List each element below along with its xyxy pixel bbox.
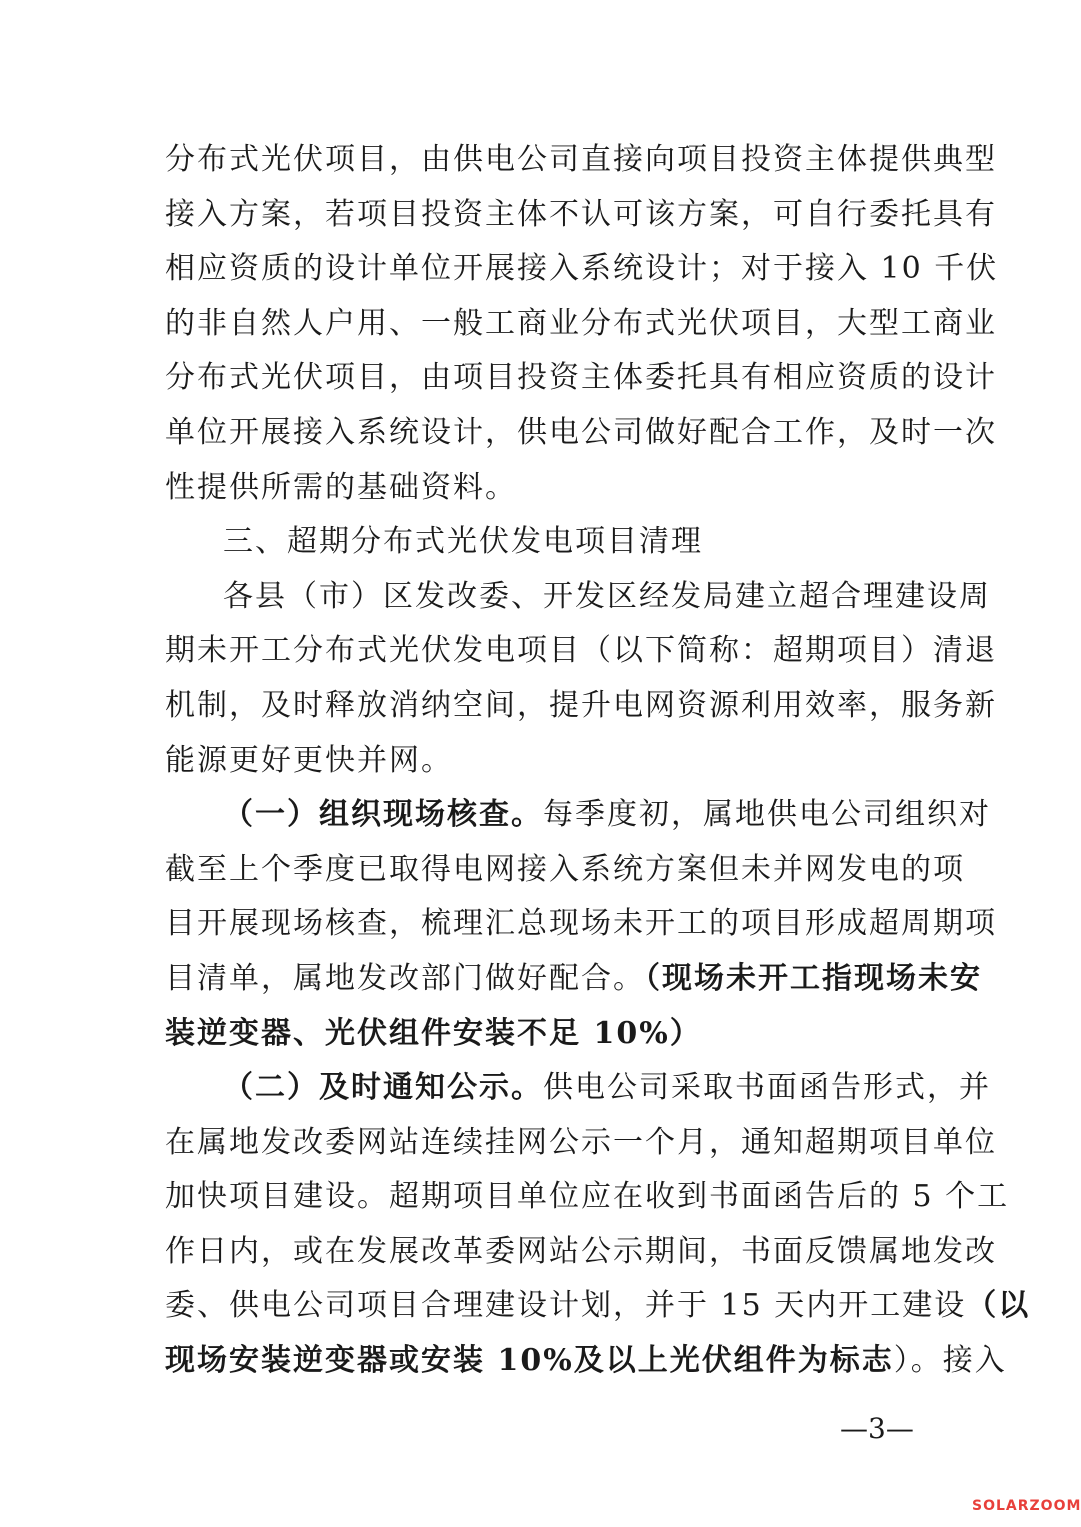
item2-text: 供电公司采取书面函告形式，并 [543, 1070, 991, 1106]
item2-text: ）。接入 [893, 1343, 1007, 1379]
paragraph-line: 期未开工分布式光伏发电项目（以下简称：超期项目）清退 [165, 633, 997, 669]
item1-line [165, 788, 991, 843]
paragraph-line: 性提供所需的基础资料。 [165, 469, 517, 505]
paragraph-line: 接入方案，若项目投资主体不认可该方案，可自行委托具有 [165, 196, 997, 232]
paragraph-line: 相应资质的设计单位开展接入系统设计；对于接入 10 千伏 [165, 251, 999, 287]
paragraph-line: 各县（市）区发改委、开发区经发局建立超合理建设周 [223, 578, 991, 614]
item1-line: 截至上个季度已取得电网接入系统方案但未并网发电的项 [165, 851, 965, 887]
section-heading: 三、超期分布式光伏发电项目清理 [223, 524, 703, 560]
item2-line: 作日内，或在发展改革委网站公示期间，书面反馈属地发改 [165, 1233, 997, 1269]
item2-bold-note: （以 [966, 1288, 1031, 1324]
item2-text: 委、供电公司项目合理建设计划，并于 15 天内开工建设 [165, 1288, 967, 1324]
item1-title: （一）组织现场核查。 [223, 797, 543, 833]
watermark-logo: SOLARZOOM [972, 1498, 1081, 1514]
paragraph-line: 分布式光伏项目，由项目投资主体委托具有相应资质的设计 [165, 360, 997, 396]
page-number: —3— [840, 1412, 914, 1445]
item2-line: 在属地发改委网站连续挂网公示一个月，通知超期项目单位 [165, 1124, 997, 1160]
item2-line [165, 1061, 991, 1116]
paragraph-line: 分布式光伏项目，由供电公司直接向项目投资主体提供典型 [165, 142, 997, 177]
paragraph-line: 能源更好更快并网。 [165, 742, 453, 778]
item1-bold-note: 装逆变器、光伏组件安装不足 10%） [165, 1015, 702, 1051]
item1-line [165, 952, 982, 1007]
item1-line: 目开展现场核查，梳理汇总现场未开工的项目形成超周期项 [165, 906, 997, 942]
item2-line [165, 1334, 1007, 1389]
item2-bold-note: 现场安装逆变器或安装 10%及以上光伏组件为标志 [165, 1343, 894, 1379]
body-text [165, 133, 1031, 1389]
paragraph-line: 单位开展接入系统设计，供电公司做好配合工作，及时一次 [165, 414, 997, 450]
item1-text: 目清单，属地发改部门做好配合。 [165, 960, 645, 996]
item1-bold-note: （现场未开工指现场未安 [645, 960, 982, 996]
item2-line: 加快项目建设。超期项目单位应在收到书面函告后的 5 个工 [165, 1179, 1010, 1215]
item1-text: 每季度初，属地供电公司组织对 [543, 797, 991, 833]
item2-title: （二）及时通知公示。 [223, 1070, 543, 1106]
item2-line [165, 1279, 1031, 1334]
paragraph-line: 的非自然人户用、一般工商业分布式光伏项目，大型工商业 [165, 305, 997, 341]
paragraph-line: 机制，及时释放消纳空间，提升电网资源利用效率，服务新 [165, 687, 997, 723]
